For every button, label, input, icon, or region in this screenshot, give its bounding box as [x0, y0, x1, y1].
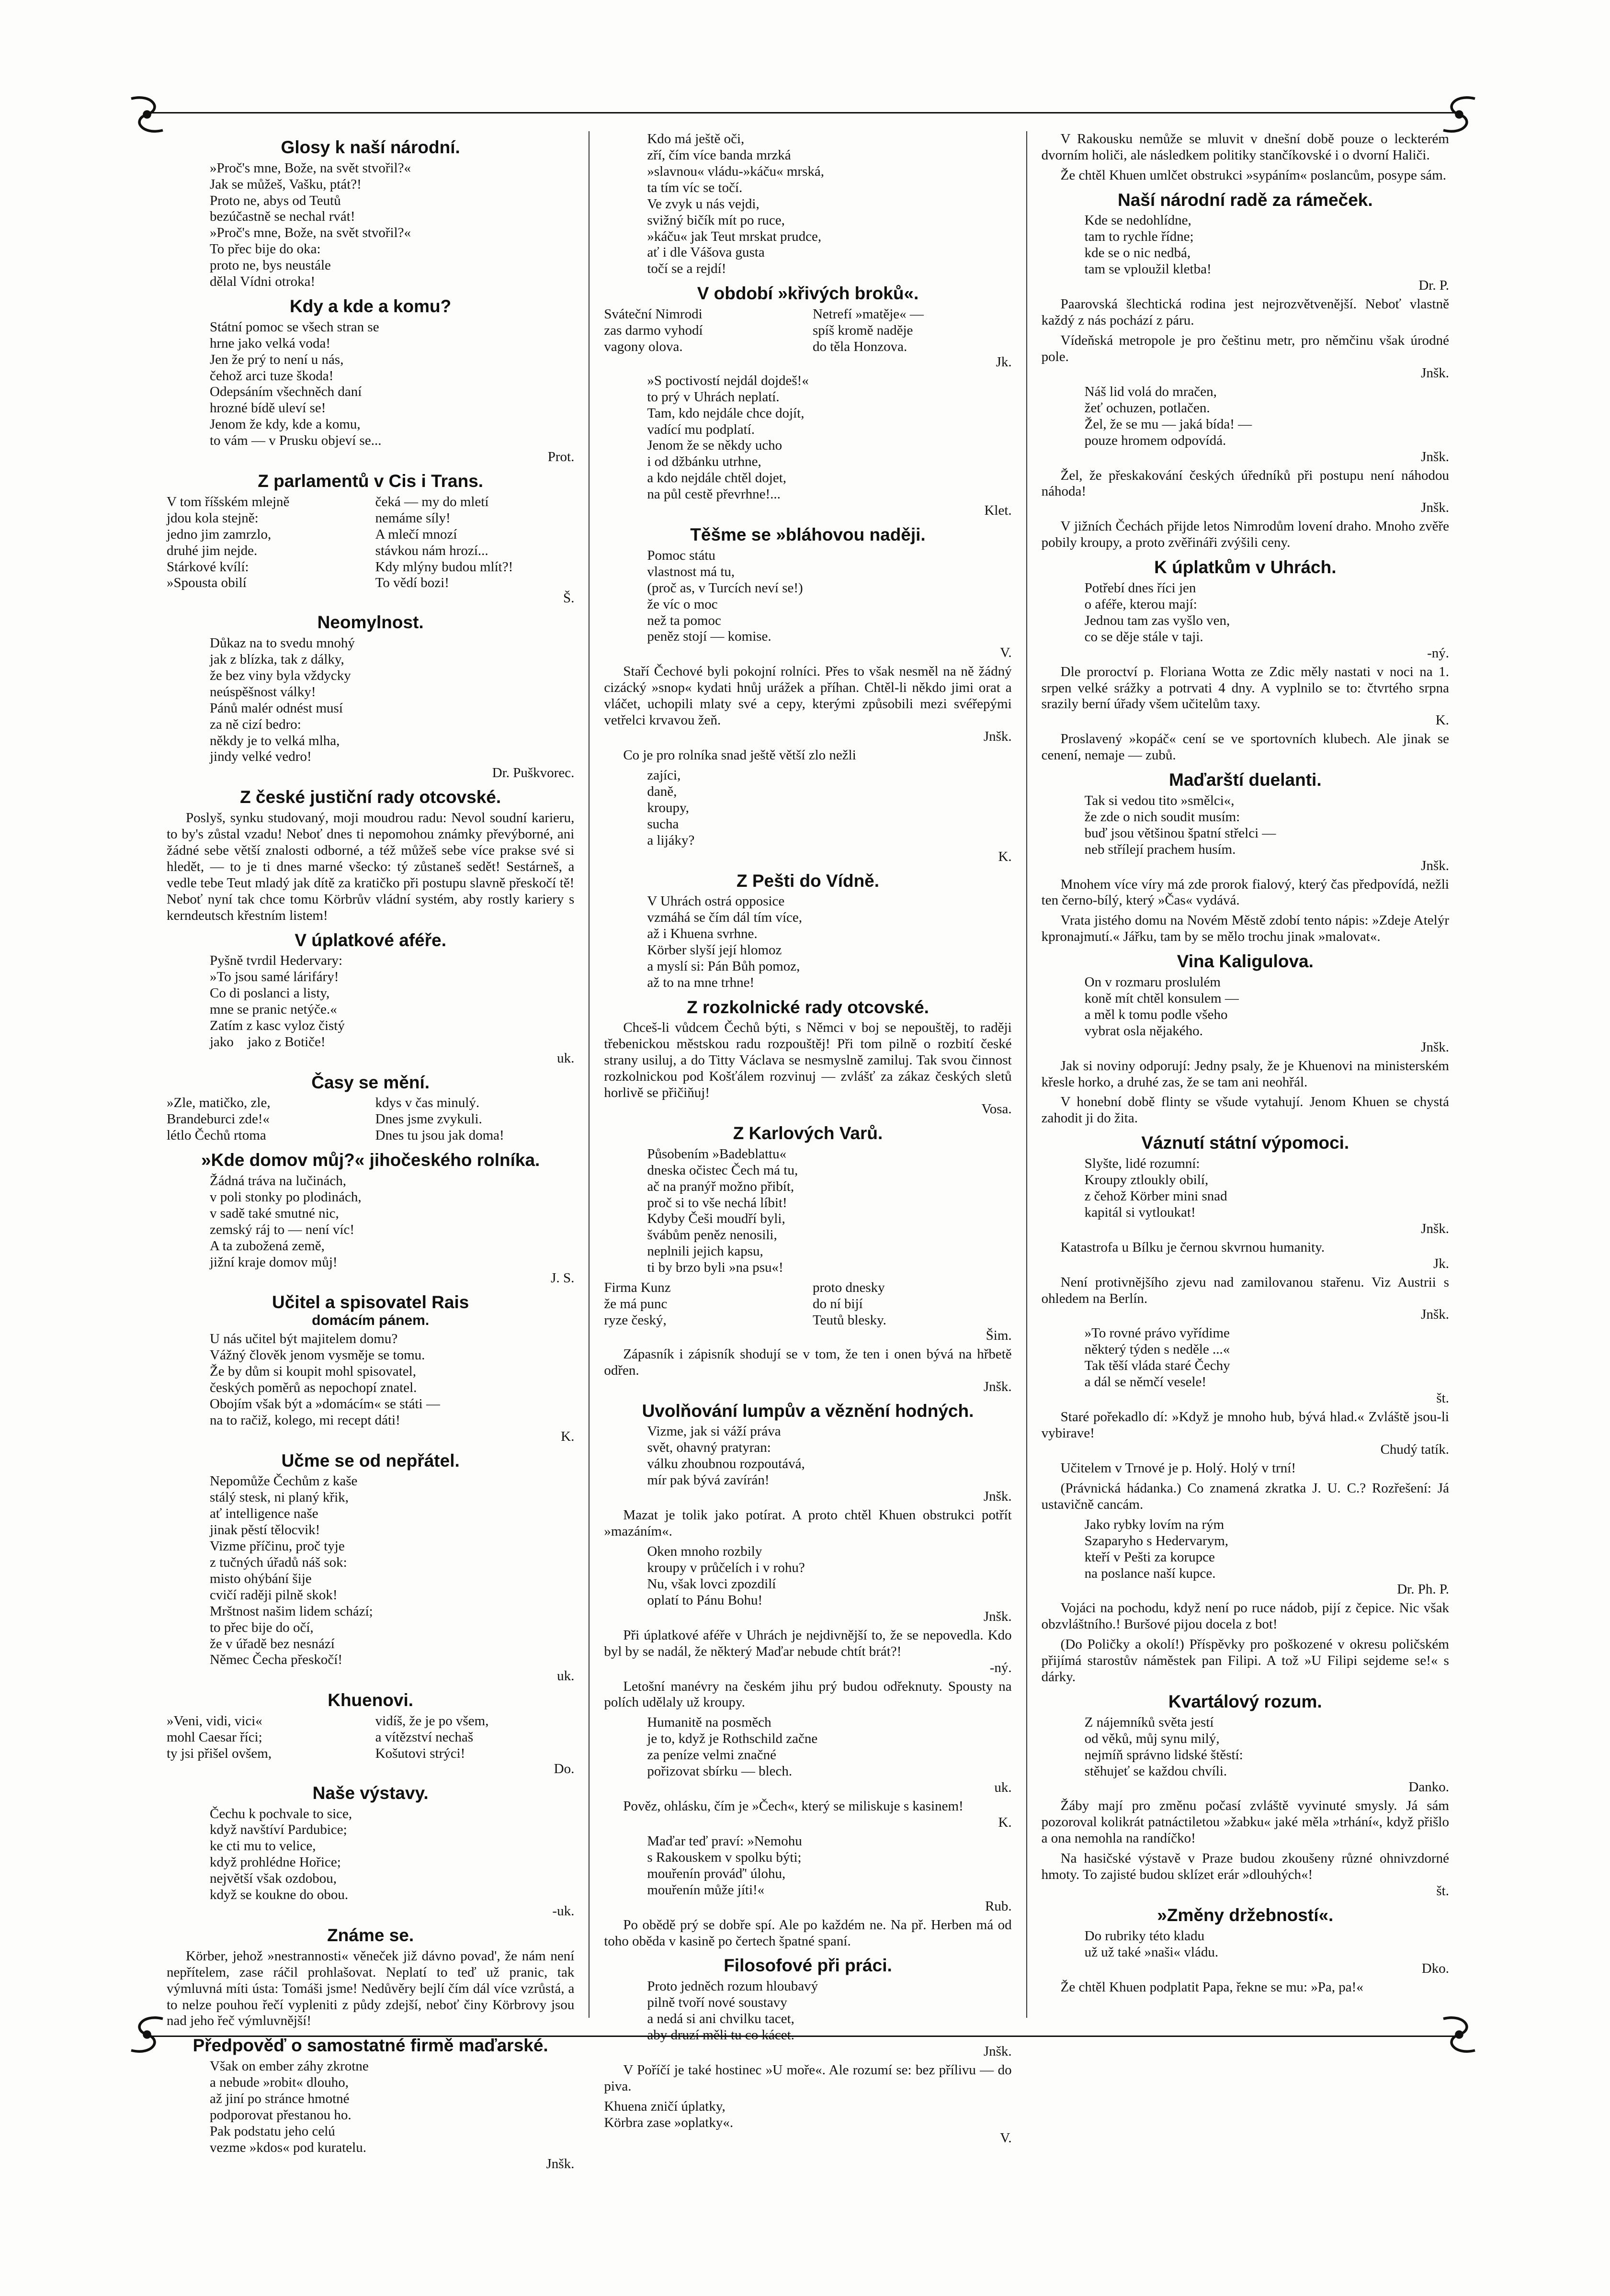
- author-signature: Dr. P.: [1418, 278, 1449, 294]
- column-3: [1029, 131, 1462, 2018]
- column-2: [591, 131, 1024, 2146]
- page-frame: [125, 102, 1481, 2172]
- verse-half: proto dnesky do ní bijí Teutů blesky.: [812, 1280, 886, 1328]
- article-heading: [167, 1926, 574, 1945]
- article-heading: [1042, 1692, 1449, 1712]
- prose-paragraph: (Právnická hádanka.) Co znamená zkratka J. U. C.? Rozřešení: Já ustavičně cancám.: [1041, 1480, 1449, 1512]
- heading-text: Z parlamentů v Cis i Trans.: [258, 471, 484, 491]
- heading-text: Naše výstavy.: [312, 1783, 429, 1803]
- prose-paragraph: Že chtěl Khuen podplatit Papa, řekne se mu: »Pa, pa!«: [1060, 1979, 1363, 1995]
- column-1: [154, 131, 587, 2172]
- prose-paragraph: Učitelem v Trnové je p. Holý. Holý v trní!: [1060, 1460, 1296, 1476]
- author-signature: Jnšk.: [983, 1489, 1012, 1504]
- author-signature: Jk.: [996, 354, 1012, 370]
- prose-paragraph: Co je pro rolníka snad ještě větší zlo nežli: [623, 747, 856, 763]
- heading-text: Z rozkolnické rady otcovské.: [687, 997, 929, 1017]
- author-signature: Prot.: [547, 449, 575, 465]
- verse-half: »Veni, vidi, vici« mohl Caesar říci; ty jsi přišel ovšem,: [167, 1713, 272, 1761]
- prose-paragraph: Při úplatkové aféře v Uhrách je nejdivnější to, že se nepovedla. Kdo byl by se nadál, že některý Maďar nebude chtít brát?!: [604, 1627, 1012, 1659]
- author-signature: Jnšk.: [983, 1379, 1012, 1394]
- verse: Vizme, jak si váží práva svět, ohavný pratyran: válku zhoubnou rozpoutává, mír pak bývá zavírán!: [647, 1424, 805, 1488]
- article-heading: [604, 871, 1011, 891]
- verse: Však on ember záhy zkrotne a nebude »robit« dlouho, až jiní po stránce hmotné podporovat přestanou ho. Pak podstatu jeho celú vezme »kdos« pod kuratelu.: [210, 2058, 369, 2155]
- author-signature: -ný.: [1427, 645, 1449, 661]
- verse: U nás učitel být majitelem domu? Vážný člověk jenom vysměje se tomu. Že by dům si koupit mohl spisovatel, českých poměrů as nepochopí znatel. Obojím však být a »domácím« se státi — na to račiž, kolego, mi recept dáti!: [210, 1331, 440, 1428]
- columns: [154, 131, 1462, 2172]
- verse: Jako rybky lovím na rým Szaparyho s Hedervarym, kteří v Pešti za korupce na poslance naší kupce.: [1084, 1516, 1229, 1581]
- author-signature: Danko.: [1408, 1779, 1449, 1795]
- verse-half: V tom říšském mlejně jdou kola stejně: jedno jim zamrzlo, druhé jim nejde. Stárkové kvílí: »Spousta obilí: [167, 494, 290, 591]
- article-heading: [604, 1124, 1011, 1143]
- verse: Slyšte, lidé rozumní: Kroupy ztloukly obilí, z čehož Körber mini snad kapitál si vytloukat!: [1084, 1156, 1227, 1220]
- prose-paragraph: Staří Čechové byli pokojní rolníci. Přes to však nesměl na ně žádný cizácký »snop« kydati hnůj urážek a příhan. Chtěl-li někdo jimi orat a vláčet, uchopili mlaty své a cepy, kterými způsobili mezi svéřepými vetřelci krvavou žeň.: [604, 664, 1012, 728]
- two-column-verse: [167, 494, 574, 592]
- heading-text: Z Pešti do Vídně.: [736, 871, 880, 891]
- heading-text: Uvolňování lumpův a věznění hodných.: [642, 1401, 974, 1421]
- author-signature: -uk.: [552, 1903, 575, 1919]
- article-heading: [1042, 191, 1449, 210]
- verse-half: »Zle, matičko, zle, Brandeburci zde!« létlo Čechů rtoma: [167, 1095, 271, 1143]
- article-heading: [167, 1784, 574, 1803]
- author-signature: Jnšk.: [1421, 1307, 1449, 1323]
- heading-text: Učitel a spisovatel Rais: [272, 1292, 469, 1312]
- heading-subtitle: domácím pánem.: [312, 1312, 430, 1329]
- heading-text: V úplatkové aféře.: [295, 930, 446, 950]
- article-heading: [1042, 952, 1449, 972]
- verse: Čechu k pochvale to sice, když navštíví Pardubice; ke cti mu to velice, když prohlédne Hořice; největší však ozdobou, když se koukne do obou.: [210, 1806, 352, 1903]
- heading-text: Vina Kaligulova.: [1177, 951, 1314, 972]
- prose-paragraph: Pověz, ohlásku, čím je »Čech«, který se miliskuje s kasinem!: [623, 1798, 964, 1814]
- heading-text: Časy se mění.: [311, 1072, 430, 1092]
- author-signature: Dko.: [1421, 1960, 1449, 1976]
- two-column-verse: [167, 1713, 574, 1762]
- verse: Státní pomoc se všech stran se hrne jako velká voda! Jen že prý to není u nás, čehož arci tuze škoda! Odepsáním všechněch daní hrozné bídě uleví se! Jenom že kdy, kde a komu, to vám — v Prusku objeví se...: [210, 319, 382, 449]
- heading-text: V období »křivých broků«.: [697, 283, 919, 304]
- author-signature: Jnšk.: [1421, 858, 1449, 873]
- author-signature: Jnšk.: [1421, 365, 1449, 381]
- heading-text: Těšme se »bláhovou naději.: [690, 525, 926, 545]
- verse-half: Firma Kunz že má punc ryze český,: [604, 1280, 671, 1328]
- author-signature: Jnšk.: [983, 2043, 1012, 2059]
- top-rule: [149, 112, 1457, 113]
- prose-paragraph: Není protivnějšího zjevu nad zamilovanou stařenu. Viz Austrii s ohledem na Berlín.: [1041, 1274, 1449, 1306]
- author-signature: V.: [1000, 2130, 1012, 2146]
- prose-paragraph: Zápasník i zápisník shodují se v tom, že ten i onen bývá na hřbetě odřen.: [604, 1346, 1012, 1378]
- article-heading: [167, 472, 574, 491]
- article-heading: [167, 931, 574, 950]
- author-signature: št.: [1436, 1883, 1449, 1899]
- two-column-verse: [604, 1280, 1011, 1329]
- prose-paragraph: V Rakousku nemůže se mluvit v dnešní době pouze o leckterém dvorním holiči, ale následkem politiky stančíkovské i o dvorní Haliči.: [1041, 131, 1449, 163]
- article-heading: [604, 284, 1011, 304]
- heading-text: Kvartálový rozum.: [1168, 1692, 1322, 1712]
- verse: On v rozmaru proslulém koně mít chtěl konsulem — a měl k tomu podle všeho vybrat osla nějakého.: [1084, 974, 1239, 1039]
- article-heading: [604, 998, 1011, 1018]
- prose-paragraph: Poslyš, synku studovaný, moji moudrou radu: Nevol soudní karieru, to by's zůstal vzadu! Neboť dnes ti nepomohou známky převýborné, ani žádné sebe větší znalosti odborné, a též můžeš sebe více prakse své si hledět, — to je ti dnes marné všecko: tý zůstaneš sedět! Sestárneš, a vedle tebe Teut mladý jak dítě za kratičko při postupu slavně přeskočí tě! Neboť nyní tak chce tomu Körbrův vládní systém, aby rostly kariery s kerndeutsch křestním listem!: [167, 810, 575, 923]
- verse-half: kdys v čas minulý. Dnes jsme zvykuli. Dnes tu jsou jak doma!: [375, 1095, 504, 1143]
- verse: Působením »Badeblattu« dneska očistec Čech má tu, ač na pranýř možno přibít, proč si to vše nechá líbit! Kdyby Češi moudří byli, švábům peněz nenosili, neplnili jejich kapsu, ti by brzo byli »na psu«!: [647, 1146, 798, 1276]
- prose-paragraph: Že chtěl Khuen umlčet obstrukci »sypáním« poslancům, posype sám.: [1060, 167, 1447, 183]
- verse-half: Khuena zničí úplatky, Körbra zase »oplatky«.: [604, 2098, 734, 2130]
- article-heading: [167, 1151, 574, 1170]
- author-signature: Rub.: [985, 1898, 1012, 1914]
- article-heading: [167, 138, 574, 158]
- article-heading: [167, 1293, 574, 1328]
- heading-text: Neomylnost.: [317, 612, 424, 633]
- heading-text: K úplatkům v Uhrách.: [1154, 557, 1337, 577]
- verse: Pyšně tvrdil Hedervary: »To jsou samé lárifáry! Co di poslanci a listy, mne se pranic netýče.« Zatím z kasc vyloz čistý jako jako z Botiče!: [210, 953, 345, 1050]
- verse: Do rubriky této kladu už už také »naši« vládu.: [1084, 1928, 1219, 1960]
- prose-paragraph: V honební době flinty se všude vytahují. Jenom Khuen se chystá zahodit ji do žita.: [1041, 1094, 1449, 1126]
- prose-paragraph: V Poříčí je také hostinec »U moře«. Ale rozumí se: bez přílivu — do piva.: [604, 2062, 1012, 2094]
- heading-text: Z české justiční rady otcovské.: [240, 787, 501, 807]
- verse: Oken mnoho rozbily kroupy v průčelích i v rohu? Nu, však lovci zpozdilí oplatí to Pánu Bohu!: [647, 1543, 805, 1608]
- two-column-verse: [604, 2099, 1011, 2131]
- author-signature: K.: [998, 1814, 1012, 1830]
- verse: Humanitě na posměch je to, když je Rothschild začne za peníze velmi značné pořizovat sbírku — blech.: [647, 1715, 818, 1779]
- prose-paragraph: Mnohem více víry má zde prorok fialový, který čas předpovídá, nežli ten černo-bílý, který »Čas« vydává.: [1041, 876, 1449, 908]
- author-signature: Jk.: [1433, 1255, 1449, 1271]
- author-signature: uk.: [557, 1050, 575, 1066]
- prose-paragraph: Žáby mají pro změnu počasí zvláště vyvinuté smysly. Já sám pozoroval kolikrát patnáctiletou »žabku« jaké měla »trhání«, když přišlo a ona nemohla na randíčko!: [1041, 1798, 1449, 1846]
- heading-text: »Změny držebností«.: [1157, 1905, 1334, 1925]
- author-signature: K.: [561, 1428, 575, 1444]
- author-signature: K.: [1435, 713, 1449, 728]
- prose-paragraph: Po obědě prý se dobře spí. Ale po každém ne. Na př. Herben má od toho oběda v kasině po čertech špatné spaní.: [604, 1917, 1012, 1949]
- author-signature: Dr. Puškvorec.: [492, 765, 575, 781]
- author-signature: Jnšk.: [1421, 449, 1449, 464]
- article-heading: [167, 1691, 574, 1710]
- author-signature: V.: [1000, 645, 1012, 661]
- column-divider: [589, 131, 590, 2018]
- prose-paragraph: Mazat je tolik jako potírat. A proto chtěl Khuen obstrukci potřít »mazáním«.: [604, 1507, 1012, 1539]
- heading-text: Předpověď o samostatné firmě maďarské.: [193, 2036, 548, 2056]
- heading-text: Filosofové při práci.: [724, 1956, 892, 1976]
- verse: zajíci, daně, kroupy, sucha a lijáky?: [647, 767, 695, 848]
- author-signature: Klet.: [984, 503, 1012, 519]
- verse: Proto jedněch rozum hloubavý pilně tvoří nové soustavy a nedá si ani chvilku tacet, aby druzí měli tu co kácet.: [647, 1979, 818, 2043]
- heading-text: Khuenovi.: [328, 1690, 414, 1710]
- prose-paragraph: Letošní manévry na českém jihu prý budou odřeknuty. Spousty na polích udělaly už kroupy.: [604, 1678, 1012, 1710]
- verse: Kde se nedohlídne, tam to rychle řídne; kde se o nic nedbá, tam se vploužil kletba!: [1084, 213, 1212, 277]
- author-signature: Jnšk.: [1421, 1221, 1449, 1236]
- author-signature: Vosa.: [981, 1101, 1012, 1117]
- article-heading: [1042, 1133, 1449, 1153]
- two-column-verse: [167, 1095, 574, 1144]
- verse: Pomoc státu vlastnost má tu, (proč as, v Turcích neví se!) že víc o moc než ta pomoc peněz stojí — komise.: [647, 547, 803, 645]
- article-heading: [167, 1451, 574, 1471]
- prose-paragraph: Žel, že přeskakování českých úředníků při postupu není náhodou náhoda!: [1041, 467, 1449, 499]
- prose-paragraph: Katastrofa u Bílku je černou skvrnou humanity.: [1060, 1239, 1325, 1255]
- article-heading: [604, 1956, 1011, 1976]
- verse: Maďar teď praví: »Nemohu s Rakouskem v spolku býti; mouřenín prováď' úlohu, mouřenín může jíti!«: [647, 1833, 802, 1898]
- prose-paragraph: Paarovská šlechtická rodina jest nejrozvětvenější. Neboť vlastně každý z nás pochází z páru.: [1041, 296, 1449, 328]
- author-signature: št.: [1436, 1391, 1449, 1406]
- author-signature: Jnšk.: [1421, 1039, 1449, 1055]
- verse: »To rovné právo vyřídime některý týden s neděle ...« Tak těší vláda staré Čechy a dál se němčí vesele!: [1084, 1325, 1230, 1390]
- prose-paragraph: Dle proroctví p. Floriana Wotta ze Zdic měly nastati v noci na 1. srpen velké srážky a potrvati 4 dny. A vyplnilo se to: čtvrtého srpna srazily berní úřady všem učitelům taxy.: [1041, 664, 1449, 712]
- heading-text: Kdy a kde a komu?: [290, 296, 452, 317]
- article-heading: [167, 297, 574, 317]
- article-heading: [1042, 770, 1449, 790]
- verse: »Proč's mne, Bože, na svět stvořil?« Jak se můžeš, Vašku, ptát?! Proto ne, abys od Teutů bezúčastně se nechal rvát! »Proč's mne, Bože, na svět stvořil?« To přec bije do oka: proto ne, bys neustále dělal Vídni otroka!: [210, 160, 411, 290]
- author-signature: uk.: [557, 1668, 575, 1684]
- verse: Náš lid volá do mračen, žeť ochuzen, potlačen. Žel, že se mu — jaká bída! — pouze hromem odpovídá.: [1084, 384, 1252, 448]
- verse-half: Sváteční Nimrodi zas darmo vyhodí vagony olova.: [604, 306, 703, 354]
- verse: Z nájemníků světa jestí od věků, můj synu milý, nejmíň správno lidské štěstí: stěhujeť se každou chvíli.: [1084, 1714, 1243, 1779]
- verse: Potřebí dnes říci jen o aféře, kterou mají: Jednou tam zas vyšlo ven, co se děje stále v taji.: [1084, 580, 1230, 645]
- author-signature: Dr. Ph. P.: [1397, 1582, 1449, 1597]
- prose-paragraph: Vrata jistého domu na Novém Městě zdobí tento nápis: »Zdeje Atelýr kpronajmutí.« Jářku, tam by se mělo trochu jinak »malovat«.: [1041, 913, 1449, 945]
- prose-paragraph: Körber, jehož »nestrannosti« věneček již dávno povad', že nám není nepřítelem, zase ráčil prohlašovat. Neplatí to teď už pranic, tak výmluvná míti ústa: Tomáši jsme! Nedůvěry bejlí čím dál více vzrůstá, a to nelze pouhou řečí vypleniti z půdy zdejší, neboť činy Körbrovy jsou nad jeho řeč výmluvnější!: [167, 1948, 575, 2029]
- author-signature: Jnšk.: [546, 2156, 575, 2172]
- author-signature: Jnšk.: [983, 1608, 1012, 1624]
- verse-half: vidíš, že je po všem, a vítězství nechaš Košutovi strýci!: [375, 1713, 489, 1761]
- heading-text: Glosy k naší národní.: [281, 137, 460, 157]
- heading-text: Z Karlových Varů.: [733, 1123, 883, 1143]
- article-heading: [167, 2036, 574, 2056]
- verse-half: čeká — my do mletí nemáme síly! A mlečí mnozí stávkou nám hrozí... Kdy mlýny budou mlít?! To vědí bozi!: [375, 494, 513, 591]
- author-signature: J. S.: [551, 1270, 575, 1286]
- column-divider: [1026, 131, 1027, 2018]
- verse: Žádná tráva na lučinách, v poli stonky po plodinách, v sadě také smutné nic, zemský ráj to — není víc! A ta zubožená země, jižní kraje domov můj!: [210, 1173, 362, 1270]
- author-signature: Š.: [563, 590, 575, 606]
- author-signature: Šim.: [986, 1327, 1012, 1343]
- prose-paragraph: Vídeňská metropole je pro češtinu metr, pro němčinu však úrodné pole.: [1041, 332, 1449, 364]
- verse-half: Netrefí »matěje« — spíš kromě naděje do těla Honzova.: [812, 306, 924, 354]
- article-heading: [1042, 558, 1449, 577]
- author-signature: Jnšk.: [1421, 500, 1449, 516]
- article-heading: [604, 525, 1011, 545]
- author-signature: -ný.: [989, 1660, 1012, 1675]
- article-heading: [167, 613, 574, 633]
- verse: Tak si vedou tito »smělci«, že zde o nich soudit musím: buď jsou většinou špatní střelci — neb střílejí prachem husím.: [1084, 792, 1276, 857]
- author-signature: uk.: [994, 1780, 1012, 1796]
- verse: Kdo má ještě oči, zří, čím více banda mrzká »slavnou« vládu-»káču« mrská, ta tím víc se točí. Ve zvyk u nás vejdi, svižný bičík mít po ruce, »káču« jak Teut mrskat prudce, ať i dle Vášova gusta točí se a rejdí!: [647, 131, 824, 277]
- heading-text: Váznutí státní výpomoci.: [1141, 1133, 1349, 1153]
- prose-paragraph: Chceš-li vůdcem Čechů býti, s Němci v boj se nepouštěj, to raději třebenickou městskou radu rozpouštěj! Při tom pilně o rozbití české strany usiluj, a do Titty Václava se nesmyslně zamiluj. Tak svou činnost rozkolnickou pod Košťálem rozvinuj — zvlášť za zákaz českých sletů horlivě se přičiňuj!: [604, 1020, 1012, 1101]
- prose-paragraph: V jižních Čechách přijde letos Nimrodům lovení draho. Mnoho zvěře pobily kroupy, a proto zvěřináři zvýšili ceny.: [1041, 519, 1449, 551]
- article-heading: [604, 1402, 1011, 1421]
- verse: Důkaz na to svedu mnohý jak z blízka, tak z dálky, že bez viny byla vždycky neúspěšnost války! Pánů malér odnést musí za ně cizí bedro: někdy je to velká mlha, jindy velké vedro!: [210, 635, 355, 765]
- prose-paragraph: (Do Poličky a okolí!) Příspěvky pro poškozené v okresu poličském přijímá starostův náměstek pan Filipi. A tož »U Filipi sejdeme se!« s dárky.: [1041, 1637, 1449, 1685]
- prose-paragraph: Jak si noviny odporují: Jedny psaly, že je Khuenovi na ministerském křesle horko, a druhé zas, že se tam ani neohřál.: [1041, 1058, 1449, 1090]
- article-heading: [1042, 1906, 1449, 1925]
- heading-text: »Kde domov můj?« jihočeského rolníka.: [201, 1150, 540, 1170]
- author-signature: K.: [998, 848, 1012, 864]
- author-signature: Jnšk.: [983, 729, 1012, 745]
- verse: V Uhrách ostrá opposice vzmáhá se čím dál tím více, až i Khuena svrhne. Körber slyší její hlomoz a myslí si: Pán Bůh pomoz, až to na mne trhne!: [647, 894, 803, 990]
- article-heading: [167, 1073, 574, 1093]
- heading-text: Učme se od nepřátel.: [281, 1450, 460, 1470]
- author-signature: Chudý tatík.: [1380, 1441, 1449, 1457]
- verse-half: [813, 2099, 1012, 2131]
- article-heading: [167, 788, 574, 807]
- heading-text: Maďarští duelanti.: [1169, 770, 1322, 790]
- verse: Nepomůže Čechům z kaše stálý stesk, ni planý křik, ať intelligence naše jinak pěstí tělocvik! Vizme příčinu, proč tyje z tučných úřadů náš sok: misto ohýbání šije cvičí raději pilně skok! Mrštnost našim lidem schází; to přec bije do očí, že v úřadě bez nesnází Němec Čecha přeskočí!: [210, 1473, 373, 1668]
- author-signature: Do.: [554, 1761, 575, 1776]
- two-column-verse: [604, 306, 1011, 355]
- heading-text: Naší národní radě za rámeček.: [1118, 190, 1373, 210]
- verse: »S poctivostí nejdál dojdeš!« to prý v Uhrách neplatí. Tam, kdo nejdále chce dojít, vadící mu podplatí. Jenom že se někdy ucho i od džbánku utrhne, a kdo nejdále chtěl dojet, na půl cestě převrhne!...: [647, 373, 809, 502]
- heading-text: Známe se.: [327, 1925, 414, 1945]
- prose-paragraph: Proslavený »kopáč« cení se ve sportovních klubech. Ale jinak se cenení, nemaje — zubů.: [1041, 731, 1449, 763]
- prose-paragraph: Vojáci na pochodu, když není po ruce nádob, pijí z čepice. Nic však obzvláštního.! Buršové pijou docela z bot!: [1041, 1600, 1449, 1632]
- prose-paragraph: Staré pořekadlo dí: »Když je mnoho hub, bývá hlad.« Zvláště jsou-li vybirave!: [1041, 1409, 1449, 1441]
- prose-paragraph: Na hasičské výstavě v Praze budou zkoušeny různé ohnivzdorné hmoty. To zajisté budou sklízet erár »dlouhých«!: [1041, 1851, 1449, 1883]
